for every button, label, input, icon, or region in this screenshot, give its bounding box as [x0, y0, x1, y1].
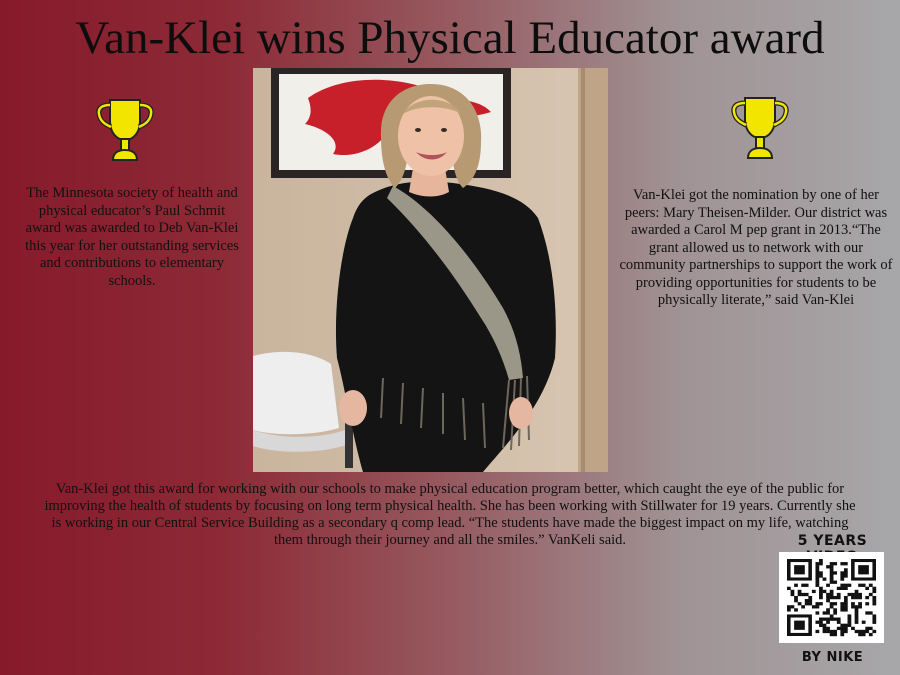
bottom-paragraph: Van-Klei got this award for working with our schools to make physical education program better, which caught the eye of the public for improving the health of students by focusing on long term physical health. She has been working with Stillwater for 19 years. Currently she is working in our Central Service Building as a secondary q comp lead. “The students have made the biggest impact on my life, watching them through their journey and all the smiles.” VanKeli said.	[44, 481, 856, 548]
left-paragraph: The Minnesota society of health and physical educator’s Paul Schmit award was awarded to Deb Van-Klei this year for her outstanding services and contributions to elementary schools.	[25, 185, 239, 289]
qr-label-top: 5 YEARS	[797, 533, 868, 549]
page-title: Van-Klei wins Physical Educator award	[75, 12, 825, 64]
qr-label-bottom: BY NIKE	[801, 650, 864, 665]
qr-code[interactable]	[779, 552, 884, 643]
right-paragraph: Van-Klei got the nomination by one of her peers: Mary Theisen-Milder. Our district was awarded a Carol M pep grant in 2013.“The grant allowed us to network with our community partnerships to support the work of providing opportunities for students to be physically literate,” said Van-Klei	[619, 187, 893, 308]
trophy-icon	[96, 97, 154, 163]
portrait-photo	[253, 68, 608, 472]
trophy-icon	[731, 95, 789, 161]
